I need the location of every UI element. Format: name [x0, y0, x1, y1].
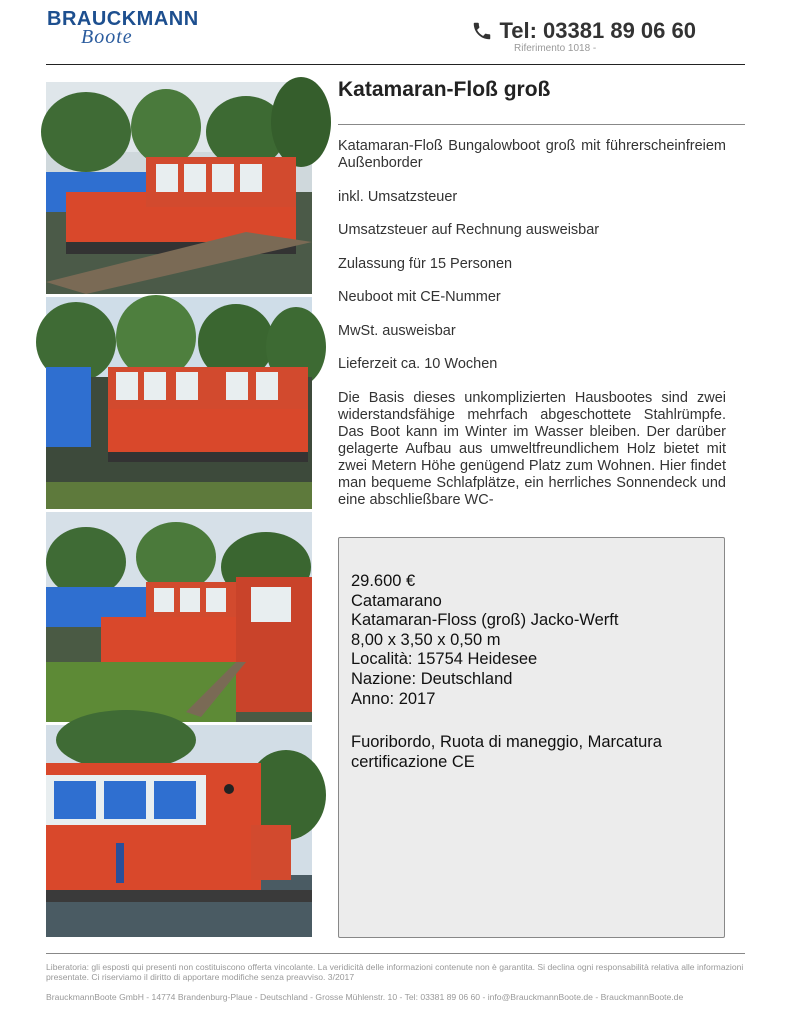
details-values	[351, 572, 618, 709]
description-line: Neuboot mit CE-Nummer	[338, 289, 501, 305]
logo-subtitle: Boote	[81, 26, 133, 48]
disclaimer: Liberatoria: gli esposti qui presenti non costituiscono offerta vincolante. La veridicità delle informazioni contenute non è garantita. Si declina ogni responsabilità relativa alle informazioni presentate. Ci riserviamo il diritto di apportare modifiche senza preavviso. 3/2017	[46, 962, 744, 982]
company-logo[interactable]	[47, 8, 199, 48]
description-line: Katamaran-Floß Bungalowboot groß mit führerscheinfreiem Außenborder	[338, 138, 726, 171]
long-description: Die Basis dieses unkomplizierten Hausbootes sind zwei widerstandsfähige mehrfach abgeschottete Stahlrümpfe. Das Boot kann im Winter im Wasser bleiben. Der darüber gelagerte Aufbau aus umweltfreundlichem Holz bietet mit zwei Metern Höhe genügend Platz zum Wohnen. Hier findet man bequeme Schlafplätze, ein herrliches Sonnendeck und eine abschließbare WC-	[338, 389, 726, 508]
features: Fuoribordo, Ruota di maneggio, Marcatura certificazione CE	[351, 733, 662, 771]
price: 29.600 €	[351, 572, 416, 590]
company-footer: BrauckmannBoote GmbH - 14774 Brandenburg-Plaue - Deutschland - Grosse Mühlenstr. 10 - Tel: 03381 89 06 60 - info@BrauckmannBoote.de - BrauckmannBoote.de	[46, 992, 684, 1002]
title-divider	[338, 124, 745, 125]
country: Nazione: Deutschland	[351, 669, 513, 688]
boat-photo[interactable]	[46, 725, 312, 937]
boat-photo[interactable]	[46, 512, 312, 722]
reference-number: Riferimento 1018 -	[514, 43, 597, 54]
description-line: Zulassung für 15 Personen	[338, 255, 513, 272]
dimensions: 8,00 x 3,50 x 0,50 m	[351, 630, 501, 649]
listing-title: Katamaran-Floß groß	[338, 78, 551, 101]
description-line: Umsatzsteuer auf Rechnung ausweisbar	[338, 222, 600, 238]
details-box	[338, 537, 725, 938]
boat-photo[interactable]	[46, 297, 312, 509]
phone-icon	[471, 20, 493, 42]
listing-description	[338, 138, 726, 508]
phone-number: Tel: 03381 89 06 60	[499, 18, 696, 43]
year: Anno: 2017	[351, 689, 436, 708]
description-line: MwSt. ausweisbar	[338, 322, 456, 339]
header-divider	[46, 64, 745, 65]
boat-model: Katamaran-Floss (groß) Jacko-Werft	[351, 611, 619, 630]
location: Località: 15754 Heidesee	[351, 650, 538, 669]
photo-gallery	[46, 82, 312, 940]
footer-divider	[46, 953, 745, 954]
phone-contact[interactable]	[471, 18, 696, 44]
description-line: Lieferzeit ca. 10 Wochen	[338, 356, 498, 372]
boat-type: Catamarano	[351, 591, 442, 610]
logo-wordmark: BRAUCKMANN	[47, 8, 199, 30]
description-line: inkl. Umsatzsteuer	[338, 188, 458, 205]
boat-photo[interactable]	[46, 82, 312, 294]
